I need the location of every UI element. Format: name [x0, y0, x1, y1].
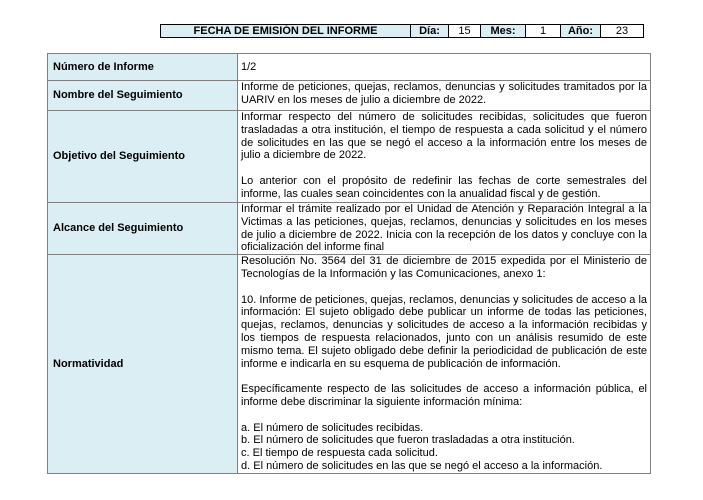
regulations-label: Normatividad [48, 255, 238, 474]
row-follow-up-name [48, 81, 651, 111]
follow-up-name-label: Nombre del Seguimiento [48, 81, 238, 111]
report-date-header [160, 24, 644, 38]
day-value: 15 [449, 25, 481, 37]
day-label: Día: [411, 25, 449, 37]
year-value: 23 [601, 25, 643, 37]
regulations-list-item: a. El número de solicitudes recibidas. [241, 421, 424, 434]
report-details-table [47, 53, 651, 474]
objective-label: Objetivo del Seguimiento [48, 111, 238, 203]
objective-paragraph-1: Informar respecto del número de solicitudes recibidas, solicitudes que fueron trasladadas a otra institución, el tiempo de respuesta a cada solicitud y el número de solicitudes en las que se negó el acceso a la información entre los meses de julio a diciembre de 2022. [241, 111, 647, 162]
scope-label: Alcance del Seguimiento [48, 203, 238, 255]
scope-value: Informar el trámite realizado por el Unidad de Atención y Reparación Integral a la Victimas a las peticiones, quejas, reclamos, denuncias y solicitudes en los meses de julio a diciembre de 2022. Inicia con la recepción de los datos y concluye con la oficialización del informe final [238, 203, 651, 255]
objective-paragraph-2: Lo anterior con el propósito de redefinir las fechas de corte semestrales del informe, las cuales sean coincidentes con la anualidad fiscal y de gestión. [241, 174, 647, 200]
regulations-list-item: d. El número de solicitudes en las que se negó el acceso a la información. [241, 459, 603, 472]
row-regulations [48, 255, 651, 474]
row-follow-up-objective [48, 111, 651, 203]
report-number-value: 1/2 [238, 54, 651, 81]
report-number-label: Número de Informe [48, 54, 238, 81]
regulations-paragraph-3: Específicamente respecto de las solicitudes de acceso a información pública, el informe debe discriminar la siguiente información mínima: [241, 383, 647, 408]
row-follow-up-scope [48, 203, 651, 255]
year-label: Año: [561, 25, 601, 37]
row-report-number [48, 54, 651, 81]
regulations-paragraph-1: Resolución No. 3564 del 31 de diciembre de 2015 expedida por el Ministerio de Tecnologías de la Información y las Comunicaciones, anexo 1: [241, 255, 647, 280]
regulations-value [238, 255, 651, 474]
regulations-list-item: b. El número de solicitudes que fueron trasladadas a otra institución. [241, 434, 575, 447]
issue-date-title: FECHA DE EMISIÓN DEL INFORME [161, 25, 411, 37]
follow-up-name-value: Informe de peticiones, quejas, reclamos, denuncias y solicitudes tramitados por la UARIV en los meses de julio a diciembre de 2022. [238, 81, 651, 111]
regulations-list-item: c. El tiempo de respuesta cada solicitud. [241, 447, 438, 460]
regulations-paragraph-2: 10. Informe de peticiones, quejas, reclamos, denuncias y solicitudes de acceso a la información: El sujeto obligado debe publicar un informe de todas las peticiones, quejas, reclamos, denuncias y solicitudes de acceso a la información recibidas y los tiempos de respuesta relacionados, junto con un análisis resumido de este mismo tema. El sujeto obligado debe definir la periodicidad de publicación de este informe e indicarla en su esquema de publicación de información. [241, 293, 648, 370]
objective-value [238, 111, 651, 203]
month-label: Mes: [481, 25, 526, 37]
month-value: 1 [526, 25, 561, 37]
